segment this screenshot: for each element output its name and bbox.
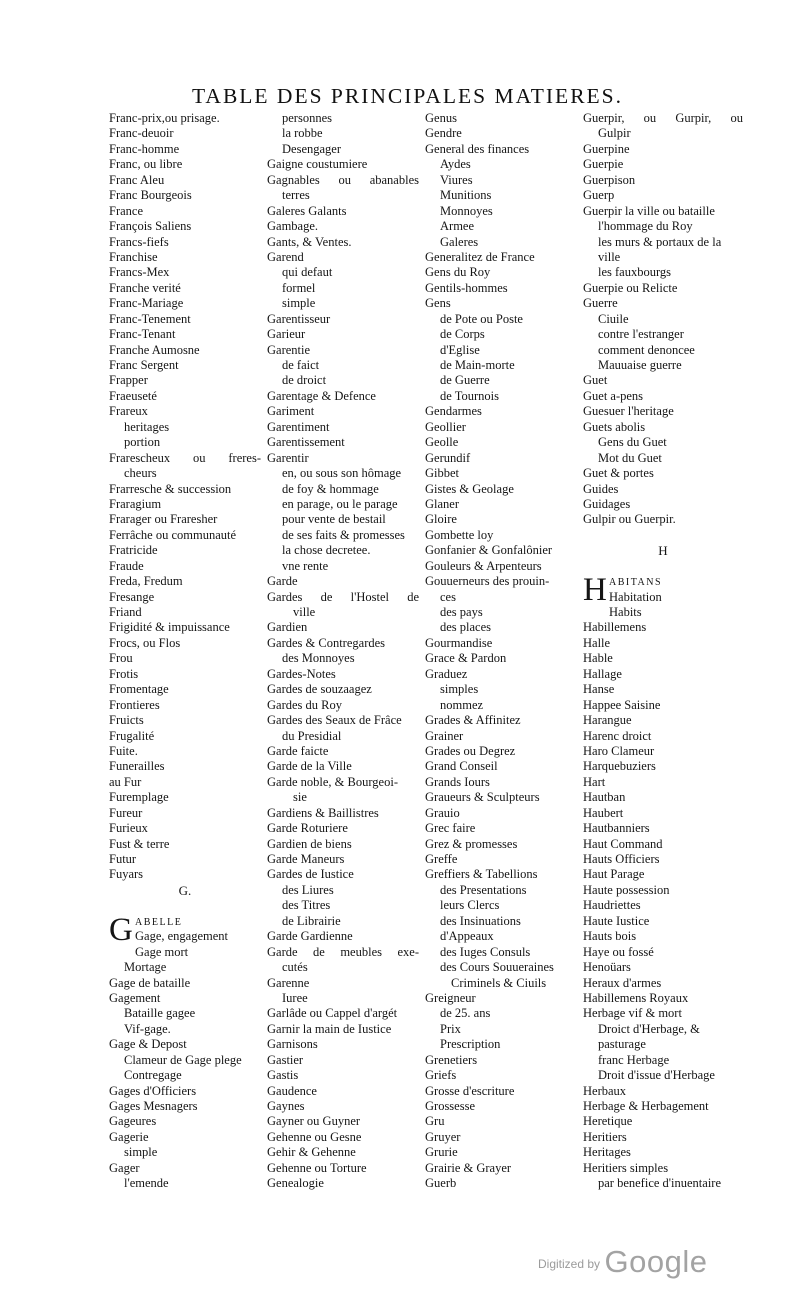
index-entry: Funerailles bbox=[109, 759, 165, 774]
index-entry: Heritiers simples bbox=[583, 1160, 669, 1175]
index-entry: Glaner bbox=[425, 496, 460, 511]
index-subentry: simple bbox=[124, 1145, 158, 1160]
index-entry: Gages Mesnagers bbox=[109, 1099, 198, 1113]
index-subentry: de Corps bbox=[440, 327, 485, 342]
index-subentry: pasturage bbox=[598, 1037, 646, 1052]
index-entry: Haye ou fossé bbox=[583, 944, 654, 959]
index-entry: Frontieres bbox=[109, 697, 160, 712]
drop-cap-continuation: ABITANS bbox=[609, 577, 663, 589]
index-entry: Grurie bbox=[425, 1145, 458, 1160]
index-subentry: Mot du Guet bbox=[598, 450, 662, 465]
index-entry: Guides bbox=[583, 481, 619, 496]
index-subentry: des Titres bbox=[282, 898, 331, 913]
index-entry: Garentisseur bbox=[267, 311, 331, 326]
index-entry: Guets abolis bbox=[583, 419, 646, 434]
index-subentry: sie bbox=[293, 790, 307, 805]
index-entry: Grec faire bbox=[425, 821, 476, 836]
index-entry: Gardien de biens bbox=[267, 836, 352, 851]
index-entry: Freda, Fredum bbox=[109, 574, 183, 589]
index-entry: Habillemens Royaux bbox=[583, 990, 689, 1005]
index-entry: Frugalité bbox=[109, 728, 155, 743]
index-entry: Gagerie bbox=[109, 1129, 149, 1144]
index-entry: Gens bbox=[425, 296, 451, 311]
index-entry: Generalitez de France bbox=[425, 249, 535, 264]
index-subentry: par benefice d'inuentaire bbox=[598, 1176, 722, 1191]
index-entry: Greffiers & Tabellions bbox=[425, 867, 538, 882]
index-entry: Grez & promesses bbox=[425, 836, 518, 851]
index-subentry: Vif-gage. bbox=[124, 1021, 171, 1036]
index-entry: Habits bbox=[609, 605, 642, 619]
index-subentry: Prescription bbox=[440, 1037, 501, 1052]
drop-cap: H bbox=[583, 572, 607, 609]
index-entry: Gardes du Roy bbox=[267, 697, 342, 712]
index-entry: Haut Command bbox=[583, 836, 663, 851]
index-entry: Hart bbox=[583, 774, 606, 789]
index-entry: Grossesse bbox=[425, 1099, 475, 1113]
index-entry: Fureur bbox=[109, 805, 143, 820]
index-entry: Grainer bbox=[425, 728, 464, 743]
index-entry: Franc Aleu bbox=[109, 172, 165, 187]
index-subentry: des Liures bbox=[282, 882, 334, 897]
index-entry: Gardes & Contregardes bbox=[267, 635, 386, 650]
index-entry: Gaynes bbox=[267, 1099, 305, 1113]
index-entry: Garde Gardienne bbox=[267, 929, 353, 944]
index-entry: Gehenne ou Torture bbox=[267, 1160, 367, 1175]
index-subentry: les fauxbourgs bbox=[598, 265, 672, 280]
index-subentry: Ciuile bbox=[598, 311, 629, 326]
index-entry: Guerpine bbox=[583, 141, 630, 156]
index-subentry: Prix bbox=[440, 1021, 461, 1036]
index-entry: Gager bbox=[109, 1160, 140, 1175]
index-subentry: Criminels & Ciuils bbox=[451, 975, 547, 990]
index-subentry: franc Herbage bbox=[598, 1052, 670, 1067]
index-entry: Haute Iustice bbox=[583, 913, 650, 928]
index-subentry: d'Appeaux bbox=[440, 929, 494, 944]
index-subentry: la chose decretee. bbox=[282, 543, 371, 558]
index-entry: Habitation bbox=[609, 589, 662, 604]
index-entry: Gayner ou Guyner bbox=[267, 1114, 361, 1129]
index-entry: Haute possession bbox=[583, 882, 670, 897]
index-entry: General des finances bbox=[425, 141, 530, 156]
index-entry: Haudriettes bbox=[583, 898, 641, 913]
index-subentry: en, ou sous son hômage bbox=[282, 466, 402, 481]
index-entry: Gehir & Gehenne bbox=[267, 1145, 356, 1160]
digitized-watermark bbox=[538, 1244, 707, 1280]
index-entry: Gourmandise bbox=[425, 635, 493, 650]
index-subentry: des Monnoyes bbox=[282, 651, 355, 666]
index-entry: Hallage bbox=[583, 666, 622, 681]
index-subentry: leurs Clercs bbox=[440, 898, 500, 913]
index-entry: Gages d'Officiers bbox=[109, 1083, 197, 1098]
index-entry: Gerundif bbox=[425, 450, 471, 465]
index-entry: Garlâde ou Cappel d'argét bbox=[267, 1006, 398, 1021]
index-entry: Gombette loy bbox=[425, 527, 494, 542]
page-title: TABLE DES PRINCIPALES MATIERES. bbox=[192, 84, 623, 108]
index-entry: Frocs, ou Flos bbox=[109, 635, 181, 650]
index-entry: Gage & Depost bbox=[109, 1037, 187, 1052]
index-entry: Fust & terre bbox=[109, 836, 170, 851]
index-subentry: de Librairie bbox=[282, 913, 341, 928]
section-opening bbox=[583, 572, 743, 609]
index-entry: François Saliens bbox=[109, 219, 192, 234]
index-entry: Franc Sergent bbox=[109, 358, 179, 372]
index-entry: Frigidité & impuissance bbox=[109, 620, 230, 635]
index-subentry: des places bbox=[440, 620, 492, 635]
index-subentry: pour vente de bestail bbox=[282, 512, 386, 527]
index-entry: Fresange bbox=[109, 589, 155, 604]
index-subentry: contre l'estranger bbox=[598, 327, 684, 342]
index-entry: Garde bbox=[267, 574, 298, 589]
index-entry: Harangue bbox=[583, 713, 632, 728]
index-entry: Grand Conseil bbox=[425, 759, 498, 774]
index-subentry: de foy & hommage bbox=[282, 481, 379, 496]
index-subentry: Viures bbox=[440, 172, 473, 187]
index-subentry: les murs & portaux de la bbox=[598, 234, 722, 249]
index-entry: Gage de bataille bbox=[109, 975, 191, 990]
index-subentry: portion bbox=[124, 435, 161, 450]
index-entry: Gehenne ou Gesne bbox=[267, 1129, 362, 1144]
index-entry: Gardes-Notes bbox=[267, 666, 336, 681]
watermark-prefix: Digitized by bbox=[538, 1257, 601, 1271]
index-entry: Gage mort bbox=[135, 944, 189, 959]
index-entry: Gens du Roy bbox=[425, 265, 491, 280]
index-entry: Fraeuseté bbox=[109, 388, 157, 403]
index-entry: Gruyer bbox=[425, 1129, 461, 1144]
drop-cap-continuation: ABELLE bbox=[135, 916, 183, 928]
index-entry: Hauts Officiers bbox=[583, 852, 660, 866]
index-subentry: terres bbox=[282, 188, 310, 203]
spacer bbox=[583, 528, 743, 543]
index-entry: Hauts bois bbox=[583, 929, 637, 944]
index-entry: Gardiens & Baillistres bbox=[267, 805, 379, 820]
index-entry: Friand bbox=[109, 605, 142, 619]
index-entry: Gastier bbox=[267, 1052, 304, 1067]
index-entry: Franche Aumosne bbox=[109, 342, 200, 357]
index-column-4 bbox=[583, 111, 743, 1192]
index-entry: Futur bbox=[109, 852, 137, 866]
index-subentry: l'emende bbox=[124, 1176, 169, 1191]
index-entry: Guerp bbox=[583, 188, 615, 203]
index-entry: Garentage & Defence bbox=[267, 388, 376, 403]
index-entry: Fromentage bbox=[109, 682, 169, 697]
index-entry: Grades ou Degrez bbox=[425, 743, 516, 758]
index-entry: Harenc droict bbox=[583, 728, 652, 743]
index-subentry: ville bbox=[293, 605, 316, 619]
index-subentry: des Cours Souueraines bbox=[440, 960, 554, 975]
index-entry: Hautbanniers bbox=[583, 821, 650, 836]
index-entry: Herbage & Herbagement bbox=[583, 1099, 709, 1113]
section-letter: H bbox=[658, 543, 668, 559]
index-entry: Graueurs & Sculpteurs bbox=[425, 790, 540, 805]
index-entry: Guerpir la ville ou bataille bbox=[583, 203, 715, 218]
index-subentry: Monnoyes bbox=[440, 203, 493, 218]
index-entry: Garde Roturiere bbox=[267, 821, 348, 836]
index-subentry: qui defaut bbox=[282, 265, 333, 280]
index-entry: Grairie & Grayer bbox=[425, 1160, 512, 1175]
index-entry: Franchise bbox=[109, 249, 158, 264]
index-entry: Hautban bbox=[583, 790, 626, 805]
index-subentry: des Insinuations bbox=[440, 913, 521, 928]
section-letter: G. bbox=[178, 882, 192, 898]
index-entry: Franc Bourgeois bbox=[109, 188, 192, 203]
index-entry: Franc-Tenant bbox=[109, 327, 176, 342]
index-entry: Garentie bbox=[267, 342, 311, 357]
index-entry: Genus bbox=[425, 111, 457, 125]
index-subentry: en parage, ou le parage bbox=[282, 496, 398, 511]
index-subentry: Iuree bbox=[282, 990, 308, 1005]
index-subentry: d'Eglise bbox=[440, 342, 480, 357]
index-entry: Grands Iours bbox=[425, 774, 490, 789]
index-entry: Herbage vif & mort bbox=[583, 1006, 682, 1021]
index-subentry: simples bbox=[440, 682, 479, 697]
index-subentry: de 25. ans bbox=[440, 1006, 491, 1021]
index-entry: Guerre bbox=[583, 296, 618, 311]
index-entry: Grace & Pardon bbox=[425, 651, 507, 666]
index-subentry: Mortage bbox=[124, 960, 167, 975]
index-entry: Gistes & Geolage bbox=[425, 481, 514, 496]
index-entry: Frapper bbox=[109, 373, 148, 388]
index-entry: Harquebuziers bbox=[583, 759, 656, 774]
index-subentry: la robbe bbox=[282, 126, 323, 141]
index-subentry: nommez bbox=[440, 697, 484, 712]
index-entry: Guet a-pens bbox=[583, 388, 644, 403]
index-entry: Guet bbox=[583, 373, 608, 388]
index-subentry: Gulpir bbox=[598, 126, 631, 141]
index-entry: Guet & portes bbox=[583, 466, 654, 481]
index-subentry: ces bbox=[440, 589, 456, 604]
google-logo: Google bbox=[604, 1244, 708, 1279]
index-entry: Fruicts bbox=[109, 713, 144, 728]
index-entry: Gageures bbox=[109, 1114, 157, 1129]
index-entry: Garentissement bbox=[267, 435, 345, 450]
index-entry: Guerpison bbox=[583, 172, 636, 187]
index-entry: Garde noble, & Bourgeoi- bbox=[267, 774, 398, 789]
index-entry: au Fur bbox=[109, 774, 142, 789]
index-subentry: Droict d'Herbage, & bbox=[598, 1021, 700, 1036]
index-entry: Garde faicte bbox=[267, 743, 329, 758]
index-entry: Haut Parage bbox=[583, 867, 645, 882]
index-entry: Gaigne coustumiere bbox=[267, 157, 368, 172]
index-entry: Franc-Tenement bbox=[109, 311, 191, 326]
index-entry: Guerpir, ou Gurpir, ou bbox=[583, 111, 743, 125]
index-entry: Gagement bbox=[109, 990, 161, 1005]
index-subentry: Mauuaise guerre bbox=[598, 358, 682, 372]
index-entry: Fraude bbox=[109, 558, 144, 573]
index-entry: Fuyars bbox=[109, 867, 144, 882]
index-entry: Heritages bbox=[583, 1145, 631, 1160]
index-entry: Genealogie bbox=[267, 1176, 324, 1191]
index-entry: Guerpie ou Relicte bbox=[583, 280, 678, 295]
index-entry: Guerb bbox=[425, 1176, 457, 1191]
index-entry: Gouuerneurs des prouin- bbox=[425, 574, 550, 589]
index-entry: Griefs bbox=[425, 1068, 457, 1083]
index-entry: Franc-prix,ou prisage. bbox=[109, 111, 220, 125]
index-entry: Frarescheux ou freres- bbox=[109, 450, 261, 465]
index-entry: Gardes des Seaux de Frâce bbox=[267, 713, 402, 728]
index-subentry: de Tournois bbox=[440, 388, 499, 403]
index-entry: Ferrâche ou communauté bbox=[109, 527, 237, 542]
index-subentry: cutés bbox=[282, 960, 308, 975]
index-entry: Hanse bbox=[583, 682, 615, 697]
index-entry: Frou bbox=[109, 651, 133, 666]
index-subentry: Munitions bbox=[440, 188, 492, 203]
index-entry: Garde de meubles exe- bbox=[267, 944, 419, 959]
index-entry: Franc-Mariage bbox=[109, 296, 184, 311]
index-entry: Garend bbox=[267, 249, 304, 264]
index-entry: Franc, ou libre bbox=[109, 157, 183, 172]
index-entry: Gardes de Iustice bbox=[267, 867, 354, 882]
index-entry: Haubert bbox=[583, 805, 624, 820]
index-entry: Frareux bbox=[109, 404, 148, 419]
index-entry: Happee Saisine bbox=[583, 697, 661, 712]
index-entry: Gonfanier & Gonfalônier bbox=[425, 543, 553, 558]
index-subentry: de droict bbox=[282, 373, 327, 388]
index-column-1 bbox=[109, 111, 261, 1192]
index-entry: Habillemens bbox=[583, 620, 647, 635]
index-entry: Herbaux bbox=[583, 1083, 627, 1098]
index-entry: Gage, engagement bbox=[135, 929, 229, 944]
index-subentry: des Iuges Consuls bbox=[440, 944, 531, 959]
index-entry: Gastis bbox=[267, 1068, 299, 1083]
index-subentry: de faict bbox=[282, 358, 320, 372]
index-entry: Haro Clameur bbox=[583, 743, 655, 758]
index-entry: Franc-deuoir bbox=[109, 126, 174, 141]
index-entry: Frarresche & succession bbox=[109, 481, 232, 496]
index-entry: Garentiment bbox=[267, 419, 330, 434]
index-entry: Graduez bbox=[425, 666, 468, 681]
index-entry: Gulpir ou Guerpir. bbox=[583, 512, 676, 527]
index-entry: Greigneur bbox=[425, 990, 476, 1005]
index-entry: Galeres Galants bbox=[267, 203, 347, 218]
index-entry: Gagnables ou abanables bbox=[267, 172, 419, 187]
index-subentry: du Presidial bbox=[282, 728, 342, 743]
index-entry: Gouleurs & Arpenteurs bbox=[425, 558, 542, 573]
index-entry: Garenne bbox=[267, 975, 310, 990]
index-entry: Garentir bbox=[267, 450, 309, 465]
index-entry: Garde Maneurs bbox=[267, 852, 345, 866]
index-subentry: Bataille gagee bbox=[124, 1006, 196, 1021]
index-entry: Gaudence bbox=[267, 1083, 317, 1098]
index-entry: Gardes de l'Hostel de bbox=[267, 589, 419, 604]
index-entry: Gariment bbox=[267, 404, 315, 419]
index-subentry: cheurs bbox=[124, 466, 157, 481]
index-entry: Gloire bbox=[425, 512, 457, 527]
index-subentry: des pays bbox=[440, 605, 483, 619]
index-entry: Guerpie bbox=[583, 157, 624, 172]
index-entry: Garde de la Ville bbox=[267, 759, 352, 774]
index-subentry: simple bbox=[282, 296, 316, 311]
index-entry: Heretique bbox=[583, 1114, 633, 1129]
index-entry: Halle bbox=[583, 635, 611, 650]
index-entry: Furemplage bbox=[109, 790, 169, 805]
index-subentry: de Main-morte bbox=[440, 358, 515, 372]
index-entry: Gentils-hommes bbox=[425, 280, 508, 295]
index-subentry: Droit d'issue d'Herbage bbox=[598, 1068, 715, 1083]
index-subentry: Desengager bbox=[282, 141, 341, 156]
index-entry: Francs-Mex bbox=[109, 265, 170, 280]
index-entry: Frarager ou Fraresher bbox=[109, 512, 218, 527]
index-entry: Geolle bbox=[425, 435, 459, 450]
index-entry: Franche verité bbox=[109, 280, 181, 295]
index-subentry: de Pote ou Poste bbox=[440, 311, 523, 326]
index-column-3 bbox=[425, 111, 579, 1192]
index-entry: Hable bbox=[583, 651, 613, 666]
index-entry: Francs-fiefs bbox=[109, 234, 169, 249]
index-entry: Guesuer l'heritage bbox=[583, 404, 674, 419]
index-entry: Guidages bbox=[583, 496, 631, 511]
index-entry: Fraragium bbox=[109, 496, 162, 511]
index-entry: Geollier bbox=[425, 419, 466, 434]
section-opening bbox=[109, 911, 261, 948]
index-subentry: Armee bbox=[440, 219, 475, 234]
index-entry: Gardes de souzaagez bbox=[267, 682, 372, 697]
index-entry: Gibbet bbox=[425, 466, 460, 481]
index-entry: Furieux bbox=[109, 821, 148, 836]
index-entry: Grosse d'escriture bbox=[425, 1083, 515, 1098]
index-subentry: comment denoncee bbox=[598, 342, 695, 357]
index-entry: Fratricide bbox=[109, 543, 158, 558]
index-entry: Grades & Affinitez bbox=[425, 713, 521, 728]
index-entry: Gardien bbox=[267, 620, 308, 635]
index-entry: Henoüars bbox=[583, 960, 631, 975]
index-entry: Fuite. bbox=[109, 743, 138, 758]
index-subentry: Clameur de Gage plege bbox=[124, 1052, 242, 1067]
index-entry: Franc-homme bbox=[109, 141, 180, 156]
index-subentry: Galeres bbox=[440, 234, 479, 249]
index-subentry: Contregage bbox=[124, 1068, 182, 1083]
index-entry: Greffe bbox=[425, 852, 458, 866]
index-subentry: des Presentations bbox=[440, 882, 527, 897]
index-entry: Grenetiers bbox=[425, 1052, 478, 1067]
index-subentry: personnes bbox=[282, 111, 332, 125]
index-subentry: de ses faits & promesses bbox=[282, 527, 405, 542]
index-subentry: Gens du Guet bbox=[598, 435, 667, 450]
index-entry: Gendarmes bbox=[425, 404, 482, 419]
index-entry: Gendre bbox=[425, 126, 462, 141]
index-entry: Heritiers bbox=[583, 1129, 627, 1144]
index-entry: France bbox=[109, 203, 144, 218]
index-entry: Garnisons bbox=[267, 1037, 318, 1052]
index-entry: Garieur bbox=[267, 327, 306, 342]
drop-cap: G bbox=[109, 911, 133, 948]
index-subentry: heritages bbox=[124, 419, 170, 434]
index-subentry: l'hommage du Roy bbox=[598, 219, 693, 234]
index-entry: Garnir la main de Iustice bbox=[267, 1021, 392, 1036]
index-entry: Gambage. bbox=[267, 219, 319, 234]
index-subentry: formel bbox=[282, 280, 316, 295]
index-entry: Heraux d'armes bbox=[583, 975, 662, 990]
spacer bbox=[583, 559, 743, 574]
index-subentry: de Guerre bbox=[440, 373, 490, 388]
index-subentry: Aydes bbox=[440, 157, 471, 172]
index-entry: Frotis bbox=[109, 666, 139, 681]
index-entry: Gru bbox=[425, 1114, 445, 1129]
index-column-2 bbox=[267, 111, 419, 1192]
index-subentry: vne rente bbox=[282, 558, 329, 573]
index-subentry: ville bbox=[598, 249, 621, 264]
index-entry: Grauio bbox=[425, 805, 460, 820]
index-entry: Gants, & Ventes. bbox=[267, 234, 352, 249]
